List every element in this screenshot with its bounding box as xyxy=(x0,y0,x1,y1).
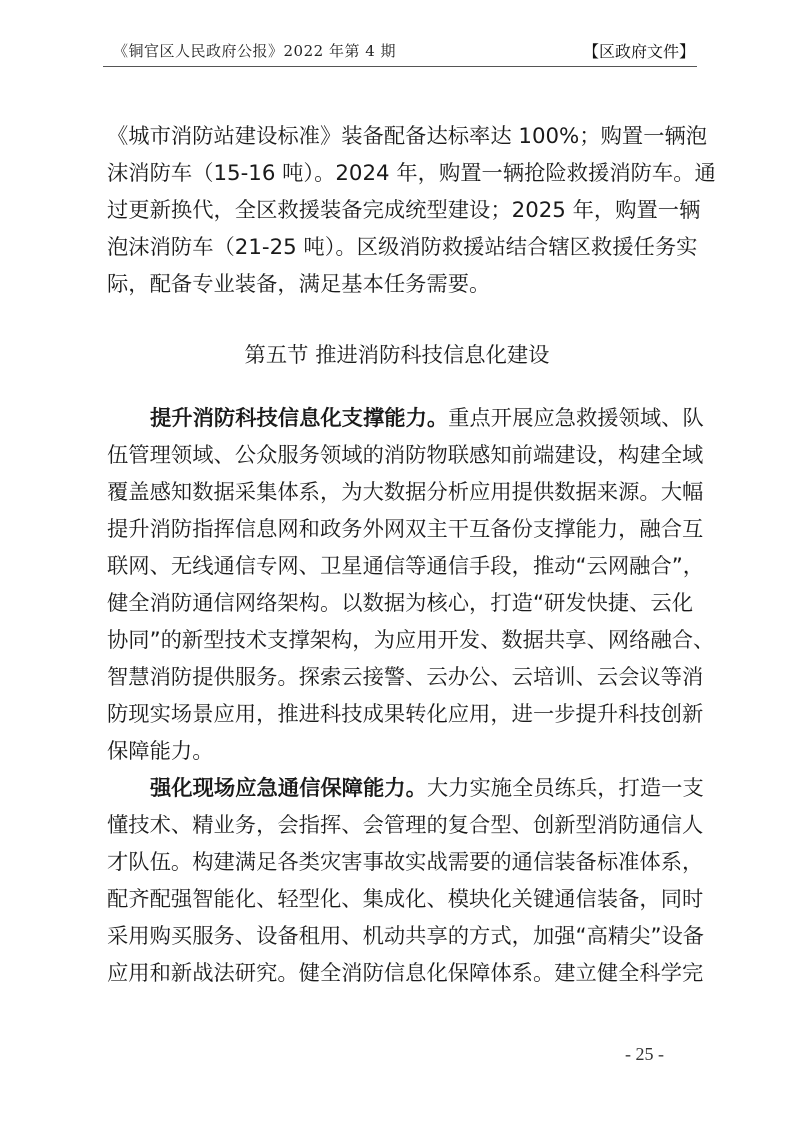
publication-title: 《铜官区人民政府公报》2022 年第 4 期 xyxy=(113,42,397,60)
text-line: 防现实场景应用，推进科技成果转化应用，进一步提升科技创新 xyxy=(107,702,704,727)
paragraph-emergency-comm xyxy=(107,770,705,992)
text-line: 泡沫消防车（21-25 吨）。区级消防救援站结合辖区救援任务实 xyxy=(107,235,698,260)
section-heading: 第五节 推进消防科技信息化建设 xyxy=(244,343,550,368)
document-category: 【区政府文件】 xyxy=(582,42,695,61)
text-line: 过更新换代，全区救援装备完成统型建设；2025 年，购置一辆 xyxy=(107,198,701,223)
paragraph-lead: 强化现场应急通信保障能力。 xyxy=(150,776,427,801)
text-line: 智慧消防提供服务。探索云接警、云办公、云培训、云会议等消 xyxy=(107,665,704,690)
text-line: 健全消防通信网络架构。以数据为核心，打造“研发快捷、云化 xyxy=(107,591,694,616)
paragraph-lead: 提升消防科技信息化支撑能力。 xyxy=(150,406,449,431)
page-number: - 25 - xyxy=(625,1044,664,1064)
page-header xyxy=(103,38,697,67)
text-segment: 大力实施全员练兵，打造一支 xyxy=(426,776,704,801)
text-line: 伍管理领域、公众服务领域的消防物联感知前端建设，构建全域 xyxy=(107,443,704,468)
text-line: 配齐配强智能化、轻型化、集成化、模块化关键通信装备，同时 xyxy=(107,887,704,912)
text-line: 应用和新战法研究。健全消防信息化保障体系。建立健全科学完 xyxy=(107,961,704,986)
text-line: 协同”的新型技术支撑架构，为应用开发、数据共享、网络融合、 xyxy=(107,628,715,653)
text-line-first xyxy=(107,400,704,437)
paragraph-equipment xyxy=(107,118,716,303)
text-line: 保障能力。 xyxy=(107,739,214,764)
text-line: 联网、无线通信专网、卫星通信等通信手段，推动“云网融合”， xyxy=(107,554,705,579)
text-line: 才队伍。构建满足各类灾害事故实战需要的通信装备标准体系， xyxy=(107,850,704,875)
text-line: 际，配备专业装备，满足基本任务需要。 xyxy=(107,272,491,297)
text-segment: 重点开展应急救援领域、队 xyxy=(448,406,704,431)
text-line: 采用购买服务、设备租用、机动共享的方式，加强“高精尖”设备 xyxy=(107,924,705,949)
text-line: 《城市消防站建设标准》装备配备达标率达 100%；购置一辆泡 xyxy=(107,124,708,149)
text-line-first xyxy=(107,770,704,807)
text-line: 沫消防车（15-16 吨）。2024 年，购置一辆抢险救援消防车。通 xyxy=(107,161,716,186)
text-line: 懂技术、精业务，会指挥、会管理的复合型、创新型消防通信人 xyxy=(107,813,704,838)
text-line: 覆盖感知数据采集体系，为大数据分析应用提供数据来源。大幅 xyxy=(107,480,704,505)
paragraph-tech-support xyxy=(107,400,715,770)
text-line: 提升消防指挥信息网和政务外网双主干互备份支撑能力，融合互 xyxy=(107,517,704,542)
